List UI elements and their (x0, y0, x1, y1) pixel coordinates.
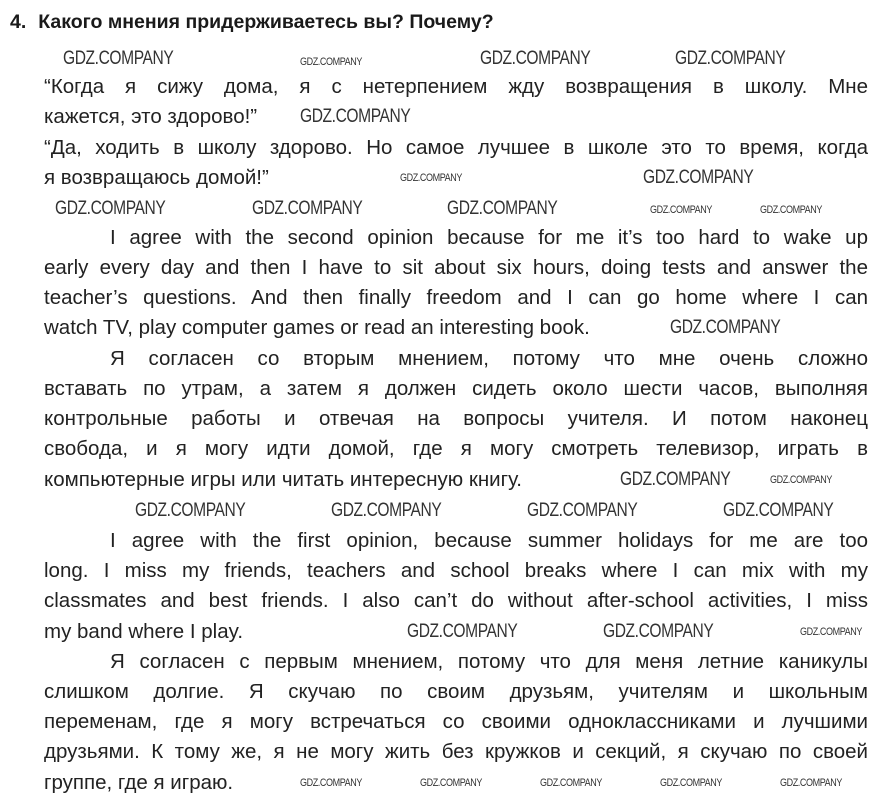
watermark: GDZ.COMPANY (300, 777, 362, 789)
text-line: вставать по утрам, а затем я должен сидеть около шести часов, выполняя (44, 377, 868, 400)
text-line: Я согласен со вторым мнением, потому что мне очень сложно (110, 347, 868, 370)
text-line: компьютерные игры или читать интересную книгу. (44, 468, 522, 491)
watermark: GDZ.COMPANY (620, 469, 731, 490)
text-line: watch TV, play computer games or read an interesting book. (44, 316, 590, 339)
watermark: GDZ.COMPANY (650, 204, 712, 216)
text-line: контрольные работы и отвечая на вопросы учителя. И потом наконец (44, 407, 868, 430)
watermark: GDZ.COMPANY (800, 626, 862, 638)
watermark: GDZ.COMPANY (420, 777, 482, 789)
quote-line: кажется, это здорово!” (44, 105, 258, 128)
watermark: GDZ.COMPANY (760, 204, 822, 216)
watermark: GDZ.COMPANY (770, 474, 832, 486)
text-line: друзьями. К тому же, я не могу жить без кружков и секций, я скучаю по своей (44, 740, 868, 763)
text-line: I agree with the first opinion, because summer holidays for me are too (110, 529, 868, 552)
watermark: GDZ.COMPANY (55, 198, 166, 219)
watermark: GDZ.COMPANY (63, 48, 174, 69)
watermark: GDZ.COMPANY (331, 500, 442, 521)
quote-line: я возвращаюсь домой!” (44, 166, 269, 189)
text-line: переменам, где я могу встречаться со своими одноклассниками и лучшими (44, 710, 868, 733)
watermark: GDZ.COMPANY (780, 777, 842, 789)
text-line: classmates and best friends. I also can’t do without after-school activities, I miss (44, 589, 868, 612)
watermark: GDZ.COMPANY (660, 777, 722, 789)
watermark: GDZ.COMPANY (135, 500, 246, 521)
text-line: long. I miss my friends, teachers and school breaks where I can mix with my (44, 559, 868, 582)
text-line: Я согласен с первым мнением, потому что для меня летние каникулы (110, 650, 868, 673)
watermark: GDZ.COMPANY (675, 48, 786, 69)
watermark: GDZ.COMPANY (723, 500, 834, 521)
task-number: 4. (10, 11, 27, 33)
watermark: GDZ.COMPANY (603, 621, 714, 642)
text-line: early every day and then I have to sit about six hours, doing tests and answer the (44, 256, 868, 279)
text-line: I agree with the second opinion because for me it’s too hard to wake up (110, 226, 868, 249)
quote-line: “Когда я сижу дома, я с нетерпением жду возвращения в школу. Мне (44, 75, 868, 98)
watermark: GDZ.COMPANY (643, 167, 754, 188)
quote-line: “Да, ходить в школу здорово. Но самое лучшее в школе это то время, когда (44, 136, 868, 159)
task-heading (10, 10, 494, 34)
watermark: GDZ.COMPANY (407, 621, 518, 642)
watermark: GDZ.COMPANY (670, 317, 781, 338)
text-line: teacher’s questions. And then finally freedom and I can go home where I can (44, 286, 868, 309)
watermark: GDZ.COMPANY (400, 172, 462, 184)
task-question: Какого мнения придерживаетесь вы? Почему? (38, 11, 494, 33)
watermark: GDZ.COMPANY (540, 777, 602, 789)
watermark: GDZ.COMPANY (527, 500, 638, 521)
watermark: GDZ.COMPANY (252, 198, 363, 219)
text-line: группе, где я играю. (44, 771, 234, 794)
watermark: GDZ.COMPANY (300, 56, 362, 68)
text-line: my band where I play. (44, 620, 244, 643)
text-line: слишком долгие. Я скучаю по своим друзьям, учителям и школьным (44, 680, 868, 703)
watermark: GDZ.COMPANY (447, 198, 558, 219)
watermark: GDZ.COMPANY (480, 48, 591, 69)
text-line: свобода, и я могу идти домой, где я могу смотреть телевизор, играть в (44, 437, 868, 460)
watermark: GDZ.COMPANY (300, 106, 411, 127)
